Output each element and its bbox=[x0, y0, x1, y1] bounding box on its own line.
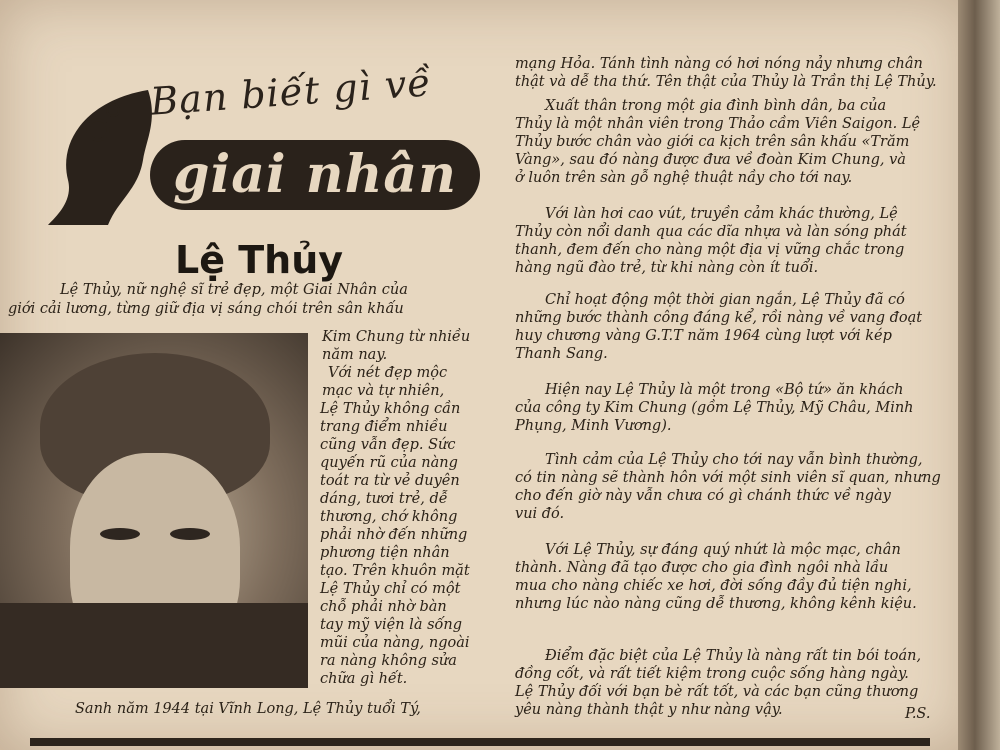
page-spine bbox=[958, 0, 1000, 750]
right-column-line: yêu nàng thành thật y như nàng vậy. bbox=[515, 702, 783, 718]
right-column-line: Thủy là một nhân viên trong Thảo cầm Viên Saigon. Lệ bbox=[515, 116, 921, 132]
right-column-line: thật và dễ tha thứ. Tên thật của Thủy là Trần thị Lệ Thủy. bbox=[515, 74, 937, 90]
right-column-line: Phụng, Minh Vương). bbox=[515, 418, 672, 434]
signature: P.S. bbox=[905, 706, 931, 722]
right-column-line: huy chương vàng G.T.T năm 1964 cùng lượt với kép bbox=[515, 328, 892, 344]
photo-column-line: chữa gì hết. bbox=[320, 671, 408, 687]
right-column-line: Hiện nay Lệ Thủy là một trong «Bộ tứ» ăn khách bbox=[545, 382, 904, 398]
right-column-line: mạng Hỏa. Tánh tình nàng có hơi nóng nảy nhưng chân bbox=[515, 56, 923, 72]
right-column-line: cho đến giờ này vẫn chưa có gì chánh thức về ngày bbox=[515, 488, 891, 504]
right-column-line: những bước thành công đáng kể, rồi nàng về vang đoạt bbox=[515, 310, 923, 326]
photo-column-line: Lệ Thủy chỉ có một bbox=[320, 581, 461, 597]
right-column-line: mua cho nàng chiếc xe hơi, đời sống đầy đủ tiện nghi, bbox=[515, 578, 912, 594]
right-column-line: đồng cốt, và rất tiết kiệm trong cuộc sống hàng ngày. bbox=[515, 666, 909, 682]
portrait-photo bbox=[0, 333, 308, 688]
photo-column-line: Kim Chung từ nhiều bbox=[322, 329, 471, 345]
article-title: Lệ Thủy bbox=[175, 238, 344, 282]
photo-column-line: Lệ Thủy không cần bbox=[320, 401, 461, 417]
intro-line: Lệ Thủy, nữ nghệ sĩ trẻ đẹp, một Giai Nhân của bbox=[60, 282, 408, 298]
photo-column-line: phương tiện nhân bbox=[320, 545, 450, 561]
right-column-line: của công ty Kim Chung (gồm Lệ Thủy, Mỹ Châu, Minh bbox=[515, 400, 914, 416]
photo-column-line: tạo. Trên khuôn mặt bbox=[320, 563, 470, 579]
photo-column-line: quyến rũ của nàng bbox=[320, 455, 458, 471]
right-column-line: thành. Nàng đã tạo được cho gia đình ngôi nhà lầu bbox=[515, 560, 889, 576]
right-column-line: Điểm đặc biệt của Lệ Thủy là nàng rất tin bói toán, bbox=[545, 648, 922, 664]
photo-column-line: toát ra từ vẻ duyên bbox=[320, 473, 460, 489]
photo-column-line: dáng, tươi trẻ, dễ bbox=[320, 491, 448, 507]
right-column-line: Xuất thân trong một gia đình bình dân, ba của bbox=[545, 98, 887, 114]
logo-banner-text: giai nhân bbox=[150, 140, 480, 210]
photo-caption: Sanh năm 1944 tại Vĩnh Long, Lệ Thủy tuổi Tý, bbox=[75, 701, 421, 717]
photo-column-line: chỗ phải nhờ bàn bbox=[320, 599, 447, 615]
photo-column-line: thương, chớ không bbox=[320, 509, 458, 525]
right-column-line: nhưng lúc nào nàng cũng dễ thương, không kênh kiệu. bbox=[515, 596, 917, 612]
woman-profile-icon bbox=[28, 80, 168, 230]
photo-column-line: phải nhờ đến những bbox=[320, 527, 468, 543]
right-column-line: Thủy còn nổi danh qua các dĩa nhựa và làn sóng phát bbox=[515, 224, 907, 240]
right-column-line: Thủy bước chân vào giới ca kịch trên sân khấu «Trăm bbox=[515, 134, 910, 150]
right-column-line: Tình cảm của Lệ Thủy cho tới nay vẫn bình thường, bbox=[545, 452, 923, 468]
photo-column-line: Với nét đẹp mộc bbox=[328, 365, 448, 381]
photo-column-line: năm nay. bbox=[322, 347, 388, 363]
right-column-line: Chỉ hoạt động một thời gian ngắn, Lệ Thủy đã có bbox=[545, 292, 905, 308]
right-column-line: vui đó. bbox=[515, 506, 565, 522]
right-column-line: Với Lệ Thủy, sự đáng quý nhứt là mộc mạc, chân bbox=[545, 542, 901, 558]
right-column-line: hàng ngũ đào trẻ, từ khi nàng còn ít tuổi. bbox=[515, 260, 819, 276]
right-column-line: thanh, đem đến cho nàng một địa vị vững chắc trong bbox=[515, 242, 905, 258]
right-column-line: Vàng», sau đó nàng được đưa về đoàn Kim Chung, và bbox=[515, 152, 906, 168]
photo-column-line: mạc và tự nhiên, bbox=[322, 383, 445, 399]
photo-column-line: tay mỹ viện là sống bbox=[320, 617, 463, 633]
intro-line: giới cải lương, từng giữ địa vị sáng chói trên sân khấu bbox=[8, 301, 404, 317]
bottom-rule bbox=[30, 738, 930, 746]
photo-column-line: mũi của nàng, ngoài bbox=[320, 635, 470, 651]
right-column-line: có tin nàng sẽ thành hôn với một sinh viên sĩ quan, nhưng bbox=[515, 470, 941, 486]
right-column-line: Lệ Thủy đối với bạn bè rất tốt, và các bạn cũng thương bbox=[515, 684, 919, 700]
photo-column-line: trang điểm nhiều bbox=[320, 419, 448, 435]
photo-column-line: ra nàng không sửa bbox=[320, 653, 457, 669]
right-column-line: Thanh Sang. bbox=[515, 346, 608, 362]
photo-column-line: cũng vẫn đẹp. Sức bbox=[320, 437, 456, 453]
right-column-line: Với làn hơi cao vút, truyền cảm khác thường, Lệ bbox=[545, 206, 898, 222]
right-column-line: ở luôn trên sàn gỗ nghệ thuật nầy cho tới nay. bbox=[515, 170, 853, 186]
logo-script-text: Bạn biết gì về bbox=[148, 60, 433, 124]
